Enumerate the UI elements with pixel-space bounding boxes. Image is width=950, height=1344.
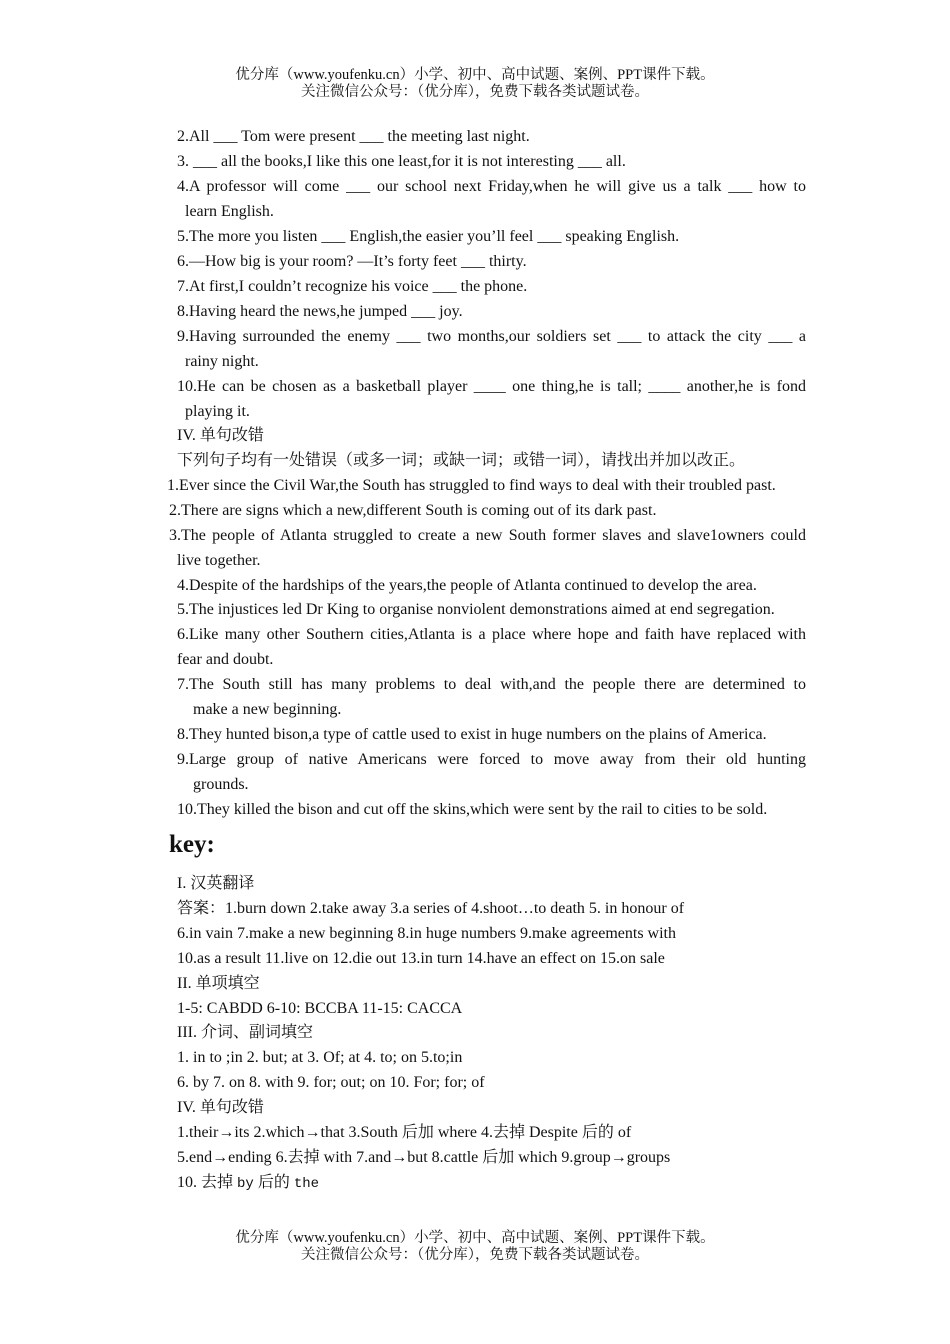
key-line: IV. 单句改错: [177, 1099, 264, 1116]
page-header: [0, 67, 950, 101]
key-line: II. 单项填空: [177, 975, 260, 992]
footer-line-2: 关注微信公众号：（优分库），免费下载各类试题试卷。: [301, 1247, 649, 1263]
section-instruction: 下列句子均有一处错误（或多一词；或缺一词；或错一词），请找出并加以改正。: [177, 452, 746, 469]
key-title: key:: [169, 831, 215, 858]
key-last-mono-2: the: [293, 1176, 320, 1192]
page-footer: [0, 1230, 950, 1264]
question-line: 8.Having heard the news,he jumped ___ joy.: [177, 303, 463, 320]
key-line: 1.their→its 2.which→that 3.South 后加 where 4.去掉 Despite 后的 of: [177, 1124, 632, 1141]
header-line-2: 关注微信公众号：（优分库），免费下载各类试题试卷。: [301, 84, 649, 100]
correction-sentence: 2.There are signs which a new,different South is coming out of its dark past.: [169, 502, 657, 519]
correction-sentence: live together.: [177, 552, 261, 569]
key-line: I. 汉英翻译: [177, 875, 255, 892]
correction-sentence: fear and doubt.: [177, 651, 274, 668]
key-last-mid: 后的: [253, 1174, 294, 1191]
key-line: 10.as a result 11.live on 12.die out 13.in turn 14.have an effect on 15.on sale: [177, 950, 665, 967]
key-line: III. 介词、副词填空: [177, 1024, 313, 1041]
correction-sentence: 3.The people of Atlanta struggled to create a new South former slaves and slave1owners could: [169, 527, 806, 544]
question-line: 4.A professor will come ___ our school next Friday,when he will give us a talk ___ how to: [177, 178, 806, 195]
correction-sentence: 7.The South still has many problems to deal with,and the people there are determined to: [177, 676, 806, 693]
question-line: 5.The more you listen ___ English,the easier you’ll feel ___ speaking English.: [177, 228, 680, 245]
question-line: 9.Having surrounded the enemy ___ two months,our soldiers set ___ to attack the city ___ a: [177, 328, 806, 345]
section-title: IV. 单句改错: [177, 427, 264, 444]
question-line: 10.He can be chosen as a basketball player ____ one thing,he is tall; ____ another,he is fond: [177, 378, 806, 395]
correction-sentence: 6.Like many other Southern cities,Atlanta is a place where hope and faith have replaced with: [177, 626, 806, 643]
key-line: 1-5: CABDD 6-10: BCCBA 11-15: CACCA: [177, 1000, 463, 1017]
key-line-last: [177, 1173, 319, 1194]
correction-sentence: 4.Despite of the hardships of the years,the people of Atlanta continued to develop the area.: [177, 577, 757, 594]
key-line: 答案：1.burn down 2.take away 3.a series of 4.shoot…to death 5. in honour of: [177, 900, 685, 917]
key-line: 6. by 7. on 8. with 9. for; out; on 10. For; for; of: [177, 1074, 485, 1091]
correction-sentence: grounds.: [193, 776, 249, 793]
question-line: playing it.: [185, 403, 250, 420]
question-line: learn English.: [185, 203, 274, 220]
key-line: 5.end→ending 6.去掉 with 7.and→but 8.cattle 后加 which 9.group→groups: [177, 1149, 671, 1166]
question-line: 3. ___ all the books,I like this one least,for it is not interesting ___ all.: [177, 153, 626, 170]
correction-sentence: 9.Large group of native Americans were forced to move away from their old hunting: [177, 751, 806, 768]
key-line: 1. in to ;in 2. but; at 3. Of; at 4. to; on 5.to;in: [177, 1049, 463, 1066]
header-line-1: 优分库（www.youfenku.cn）小学、初中、高中试题、案例、PPT课件下载。: [235, 67, 715, 83]
correction-sentence: 10.They killed the bison and cut off the skins,which were sent by the rail to cities to be sold.: [177, 801, 768, 818]
correction-sentence: 8.They hunted bison,a type of cattle used to exist in huge numbers on the plains of America.: [177, 726, 767, 743]
correction-sentence: 5.The injustices led Dr King to organise nonviolent demonstrations aimed at end segregation.: [177, 601, 775, 618]
question-line: 6.—How big is your room? —It’s forty feet ___ thirty.: [177, 253, 527, 270]
question-line: rainy night.: [185, 353, 259, 370]
key-last-mono-1: by: [237, 1176, 254, 1192]
correction-sentence: 1.Ever since the Civil War,the South has struggled to find ways to deal with their troubled past.: [167, 477, 776, 494]
question-line: 2.All ___ Tom were present ___ the meeting last night.: [177, 128, 530, 145]
key-last-prefix: 10. 去掉: [177, 1174, 238, 1191]
question-line: 7.At first,I couldn’t recognize his voice ___ the phone.: [177, 278, 528, 295]
correction-sentence: make a new beginning.: [193, 701, 342, 718]
key-line: 6.in vain 7.make a new beginning 8.in huge numbers 9.make agreements with: [177, 925, 676, 942]
footer-line-1: 优分库（www.youfenku.cn）小学、初中、高中试题、案例、PPT课件下载。: [235, 1230, 715, 1246]
